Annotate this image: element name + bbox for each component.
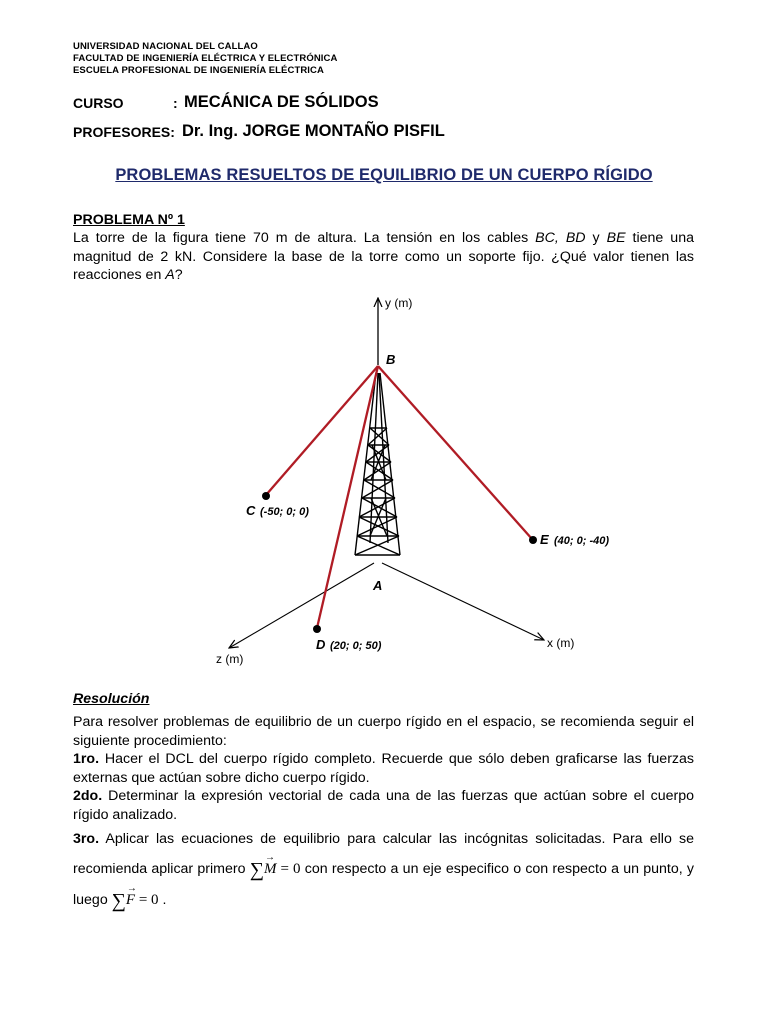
x-axis (382, 563, 544, 640)
point-c-label: C (246, 503, 256, 518)
step-1 (73, 750, 694, 787)
tower-lattice (355, 373, 400, 555)
point-d-coords: (20; 0; 50) (330, 640, 382, 652)
cable-bd-line (317, 366, 378, 628)
z-axis-label: z (m) (216, 652, 244, 666)
cable-be-line (378, 366, 532, 539)
step-2-text: Determinar la expresión vectorial de cada una de las fuerzas que actúan sobre el cuerpo rígido analizado. (73, 788, 694, 823)
school-name: ESCUELA PROFESIONAL DE INGENIERÍA ELÉCTRICA (73, 65, 324, 76)
professors-name: Dr. Ing. JORGE MONTAÑO PISFIL (182, 122, 445, 140)
page-title: PROBLEMAS RESUELTOS DE EQUILIBRIO DE UN CUERPO RÍGIDO (115, 166, 653, 184)
step-1-label: 1ro. (73, 751, 100, 767)
problem-text-1: La torre de la figura tiene 70 m de altura. La tensión en los cables (73, 230, 536, 246)
step-1-text: Hacer el DCL del cuerpo rígido completo. Recuerde que sólo deben graficarse las fuerzas externas que actúan sobre dicho cuerpo rígido. (73, 751, 694, 786)
cable-be: BE (606, 230, 626, 246)
course-label: CURSO (73, 95, 124, 111)
point-a-ref: A (165, 267, 175, 283)
force-vector: → F (126, 885, 135, 915)
cable-bc-line (266, 366, 378, 495)
moment-equation (249, 859, 301, 881)
point-e-label: E (540, 532, 549, 547)
step-2-label: 2do. (73, 788, 103, 804)
point-e-coords: (40; 0; -40) (554, 535, 610, 547)
step-3-label: 3ro. (73, 831, 100, 847)
step-3-text-2: con respecto a un eje especifico o con respecto a un punto, y luego (73, 861, 695, 908)
step-2 (73, 787, 694, 824)
faculty-name: FACULTAD DE INGENIERÍA ELÉCTRICA Y ELECTRÓNICA (73, 53, 338, 64)
point-a-label: A (373, 578, 383, 593)
point-c-coords: (-50; 0; 0) (260, 506, 309, 518)
point-c-dot (262, 492, 270, 500)
cables (266, 366, 532, 628)
force-equation (111, 890, 159, 912)
point-d-label: D (316, 637, 326, 652)
problem-text-2: tiene una magnitud de 2 kN. Considere la base de la torre como un soporte fijo. ¿Qué valor tienen las reacciones en (73, 230, 694, 283)
cable-bc: BC, (535, 230, 559, 246)
force-zero: = 0 (135, 892, 159, 908)
professors-label: PROFESORES: (73, 124, 175, 140)
course-colon: : (173, 95, 178, 111)
moment-zero: = 0 (276, 861, 301, 877)
step-3-end: . (158, 892, 167, 908)
z-axis (229, 563, 374, 648)
sum-symbol-2: ∑ (111, 890, 126, 912)
problem-heading: PROBLEMA Nº 1 (73, 212, 185, 228)
problem-text-end: ? (174, 267, 183, 283)
sum-symbol: ∑ (249, 859, 264, 881)
point-e-dot (529, 536, 537, 544)
step-3-text: Aplicar las ecuaciones de equilibrio para calcular las incógnitas solicitadas. Para ello se recomienda aplicar primero (73, 831, 694, 877)
cable-bd: BD (565, 230, 586, 246)
university-name: UNIVERSIDAD NACIONAL DEL CALLAO (73, 41, 258, 52)
resolution-intro: Para resolver problemas de equilibrio de un cuerpo rígido en el espacio, se recomienda seguir el siguiente procedimiento: (73, 714, 694, 749)
moment-vector: → M (264, 854, 277, 884)
x-axis-label: x (m) (547, 636, 575, 650)
point-b-label: B (386, 352, 396, 367)
step-3 (73, 824, 694, 916)
point-d-dot (313, 625, 321, 633)
course-name: MECÁNICA DE SÓLIDOS (184, 93, 379, 111)
y-axis-label: y (m) (385, 296, 413, 310)
resolution-heading: Resolución (73, 691, 150, 707)
problem-sep-2: y (585, 230, 607, 246)
